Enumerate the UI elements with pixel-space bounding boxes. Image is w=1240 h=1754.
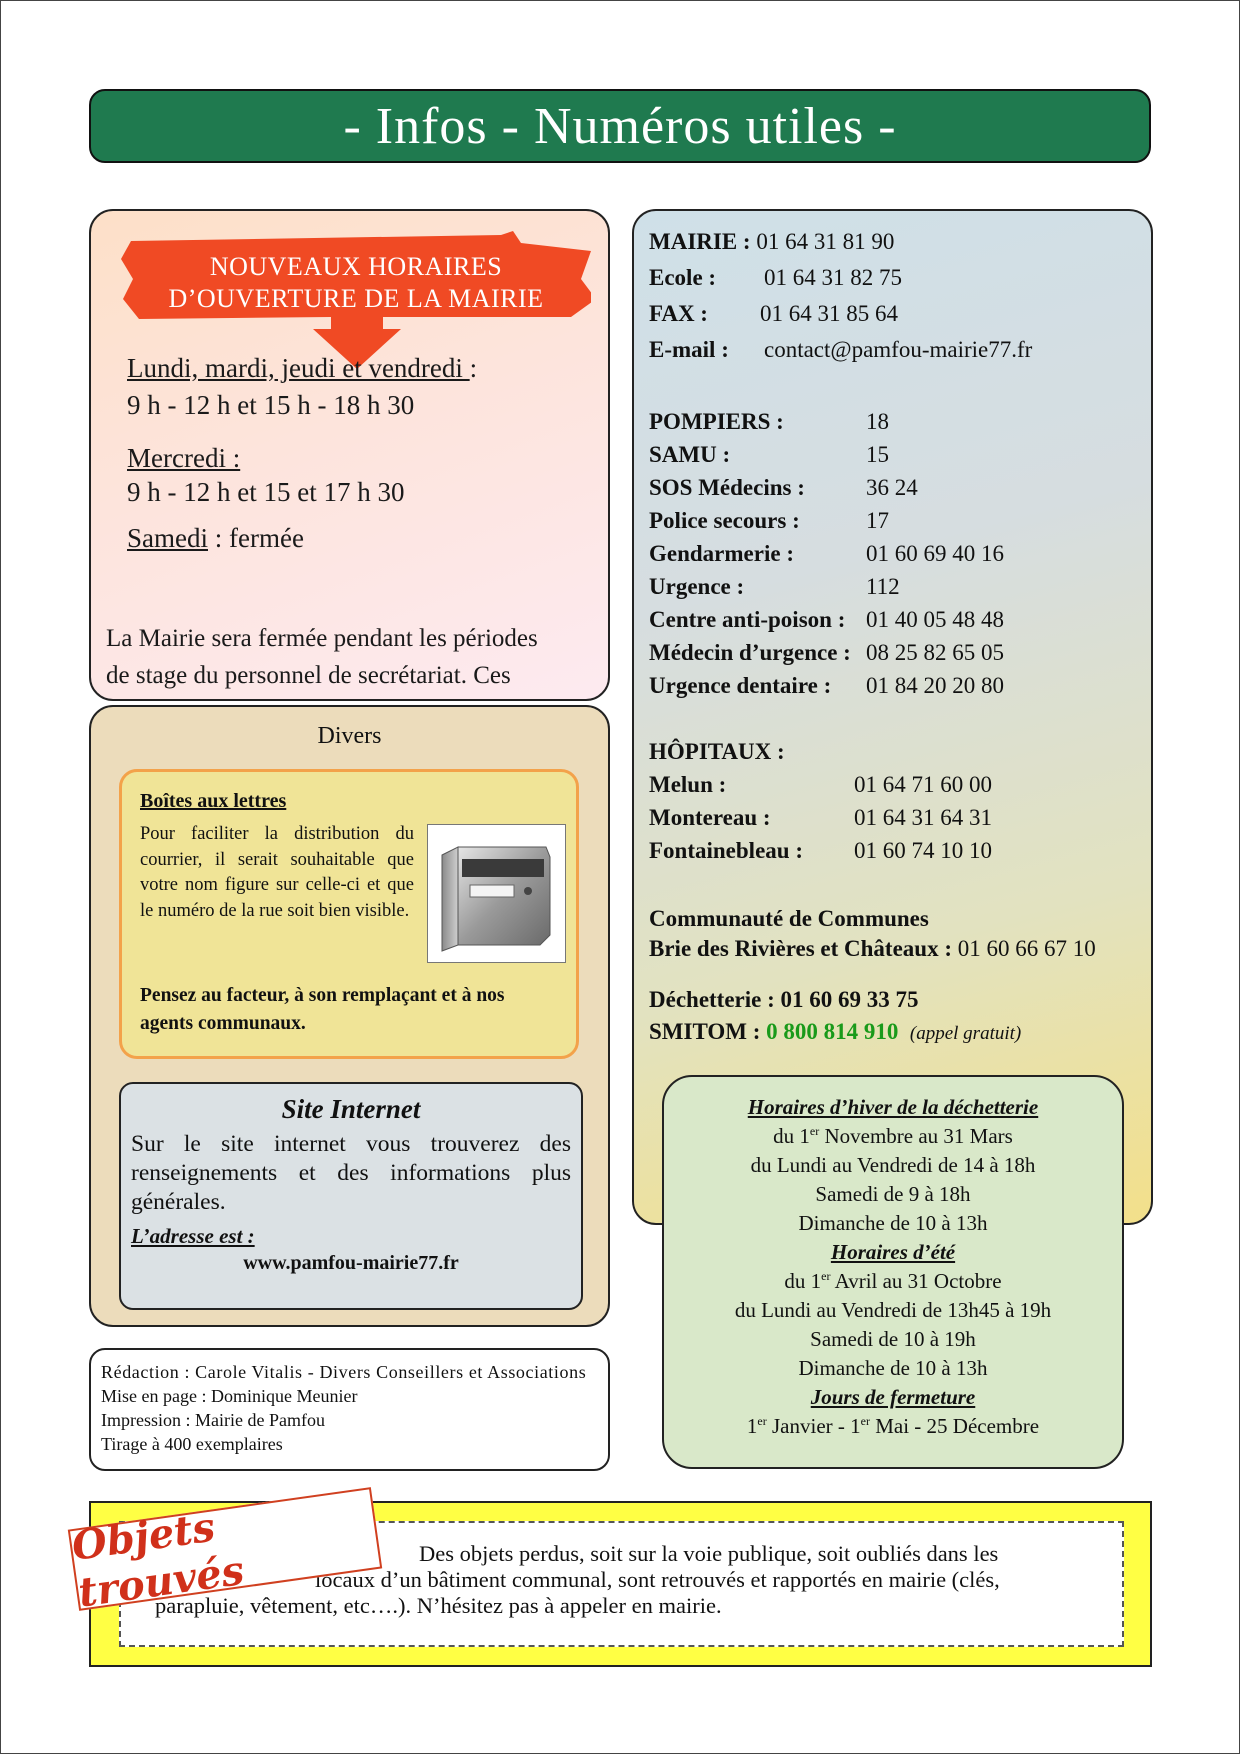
urgence-value-7: 08 25 82 65 05 (866, 640, 1004, 665)
website-text: Sur le site internet vous trouverez des renseignements et des informations plus générales. (131, 1131, 571, 1215)
weekdays-hours: 9 h - 12 h et 15 h - 18 h 30 (127, 390, 415, 420)
wednesday-label: Mercredi : (127, 443, 241, 473)
fax-contact: FAX : (649, 301, 708, 326)
saturday-line: Samedi : fermée (127, 523, 304, 553)
hopital-value-2: 01 60 74 10 10 (854, 838, 992, 863)
fax-value: 01 64 31 85 64 (760, 301, 898, 326)
urgence-label-0: POMPIERS : (649, 409, 784, 434)
email-contact: E-mail : (649, 337, 729, 362)
winter-hours-title: Horaires d’hiver de la déchetterie (747, 1095, 1039, 1119)
hopital-label-2: Fontainebleau : (649, 838, 803, 863)
ecole-contact: Ecole : (649, 265, 717, 290)
closing-days-title: Jours de fermeture (810, 1385, 976, 1409)
hopitaux-heading: HÔPITAUX : (649, 739, 785, 764)
mailbox-bold-text: Pensez au facteur, à son remplaçant et à nos agents communaux. (140, 985, 505, 1034)
closing-days: 1er Janvier - 1er Mai - 25 Décembre (746, 1414, 1040, 1438)
urgence-value-1: 15 (866, 442, 889, 467)
page-title: - Infos - Numéros utiles - (343, 97, 897, 155)
urgence-value-8: 01 84 20 20 80 (866, 673, 1004, 698)
divers-box (89, 705, 610, 1327)
wednesday-hours: 9 h - 12 h et 15 et 17 h 30 (127, 477, 405, 507)
summer-weekdays: du Lundi au Vendredi de 13h45 à 19h (734, 1298, 1052, 1322)
hopital-label-0: Melun : (649, 772, 727, 797)
dechetterie-hours-box (662, 1075, 1124, 1469)
website-title: Site Internet (281, 1094, 421, 1124)
winter-weekdays: du Lundi au Vendredi de 14 à 18h (750, 1153, 1036, 1177)
weekdays-line: Lundi, mardi, jeudi et vendredi : (127, 353, 478, 383)
urgence-label-5: Urgence : (649, 574, 745, 599)
credits-box (89, 1348, 610, 1471)
urgence-value-4: 01 60 69 40 16 (866, 541, 1004, 566)
lost-found-line1: Des objets perdus, soit sur la voie publique, soit oubliés dans les (419, 1541, 999, 1566)
title-banner (89, 89, 1151, 163)
winter-saturday: Samedi de 9 à 18h (815, 1182, 971, 1206)
urgence-value-2: 36 24 (866, 475, 918, 500)
website-address-link[interactable]: www.pamfou-mairie77.fr (243, 1252, 459, 1274)
ecole-value: 01 64 31 82 75 (764, 265, 902, 290)
urgence-label-4: Gendarmerie : (649, 541, 794, 566)
urgence-value-3: 17 (866, 508, 889, 533)
winter-sunday: Dimanche de 10 à 13h (798, 1211, 988, 1235)
hopital-value-0: 01 64 71 60 00 (854, 772, 992, 797)
lost-found-line3: parapluie, vêtement, etc….). N’hésitez pas à appeler en mairie. (155, 1593, 722, 1618)
mailbox-text: Pour faciliter la distribution du courrier, il serait souhaitable que votre nom figure sur celle-ci et que le numéro de la rue soit bien visible. (140, 824, 414, 921)
urgence-label-7: Médecin d’urgence : (649, 640, 851, 665)
urgence-label-8: Urgence dentaire : (649, 673, 832, 698)
winter-period: du 1er Novembre au 31 Mars (773, 1124, 1013, 1148)
website-section (119, 1082, 583, 1310)
smitom-phone: SMITOM : 0 800 814 910 (appel gratuit) (649, 1019, 1022, 1044)
mailbox-title: Boîtes aux lettres (140, 790, 287, 812)
urgence-label-3: Police secours : (649, 508, 800, 533)
mairie-contact: MAIRIE : 01 64 31 81 90 (649, 229, 895, 254)
hours-arrow-text: NOUVEAUX HORAIRES D’OUVERTURE DE LA MAIRIE (168, 252, 544, 313)
mailbox-image (427, 824, 566, 963)
urgence-label-2: SOS Médecins : (649, 475, 805, 500)
summer-hours-title: Horaires d’été (830, 1240, 956, 1264)
summer-sunday: Dimanche de 10 à 13h (798, 1356, 988, 1380)
closure-note: La Mairie sera fermée pendant les périodes de stage du personnel de secrétariat. Ces (106, 625, 538, 689)
urgence-value-5: 112 (866, 574, 900, 599)
urgence-value-0: 18 (866, 409, 889, 434)
hopital-label-1: Montereau : (649, 805, 771, 830)
mairie-hours-box (89, 209, 610, 701)
credits-text: Rédaction : Carole Vitalis - Divers Conseillers et Associations Mise en page : Dominique Meunier Impression : Mairie de Pamfou Tirage à 400 exemplaires (101, 1362, 587, 1454)
mailbox-section (119, 769, 579, 1059)
urgence-value-6: 01 40 05 48 48 (866, 607, 1004, 632)
hopital-value-1: 01 64 31 64 31 (854, 805, 992, 830)
divers-title: Divers (317, 723, 382, 749)
urgence-label-6: Centre anti-poison : (649, 607, 846, 632)
mailbox-icon (428, 825, 565, 962)
communaute-line2: Brie des Rivières et Châteaux : 01 60 66 67 10 (649, 936, 1096, 961)
dechetterie-phone: Déchetterie : 01 60 69 33 75 (649, 987, 919, 1012)
email-value[interactable]: contact@pamfou-mairie77.fr (764, 337, 1033, 362)
website-address-label: L’adresse est : (131, 1224, 255, 1248)
summer-period: du 1er Avril au 31 Octobre (784, 1269, 1002, 1293)
useful-numbers-box (632, 209, 1153, 1225)
lost-found-line2: locaux d’un bâtiment communal, sont retrouvés et rapportés en mairie (clés, (315, 1567, 1000, 1592)
lost-found-label: Objets trouvés (68, 1487, 382, 1611)
urgence-label-1: SAMU : (649, 442, 731, 467)
summer-saturday: Samedi de 10 à 19h (810, 1327, 976, 1351)
communaute-line1: Communauté de Communes (649, 906, 929, 931)
